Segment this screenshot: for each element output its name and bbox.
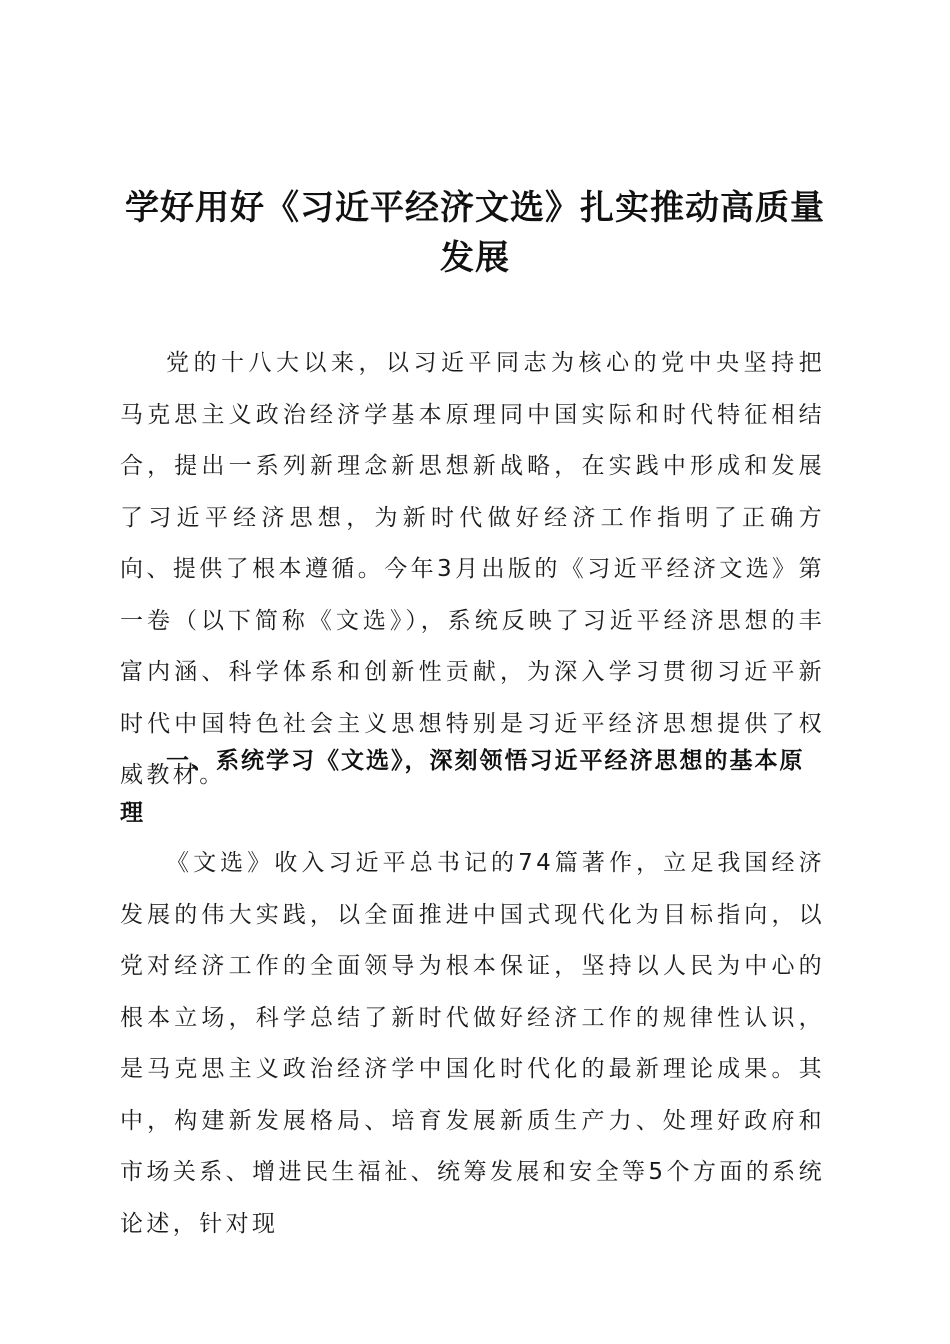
section-heading: 一、系统学习《文选》，深刻领悟习近平经济思想的基本原理 — [120, 748, 805, 826]
body-paragraph: 《文选》收入习近平总书记的74篇著作，立足我国经济发展的伟大实践，以全面推进中国式现代化为目标指向，以党对经济工作的全面领导为根本保证，坚持以人民为中心的根本立场，科学总结了新时代做好经济工作的规律性认识，是马克思主义政治经济学中国化时代化的最新理论成果。其中，构建新发展格局、培育发展新质生产力、处理好政府和市场关系、增进民生福祉、统筹发展和安全等5个方面的系统论述，针对现 — [120, 850, 825, 1237]
intro-paragraph: 党的十八大以来，以习近平同志为核心的党中央坚持把马克思主义政治经济学基本原理同中国实际和时代特征相结合，提出一系列新理念新思想新战略，在实践中形成和发展了习近平经济思想，为新时代做好经济工作指明了正确方向、提供了根本遵循。今年3月出版的《习近平经济文选》第一卷（以下简称《文选》），系统反映了习近平经济思想的丰富内涵、科学体系和创新性贡献，为深入学习贯彻习近平新时代中国特色社会主义思想特别是习近平经济思想提供了权威教材。 — [120, 350, 825, 788]
document-title: 学好用好《习近平经济文选》扎实推动高质量发展 — [125, 187, 825, 278]
